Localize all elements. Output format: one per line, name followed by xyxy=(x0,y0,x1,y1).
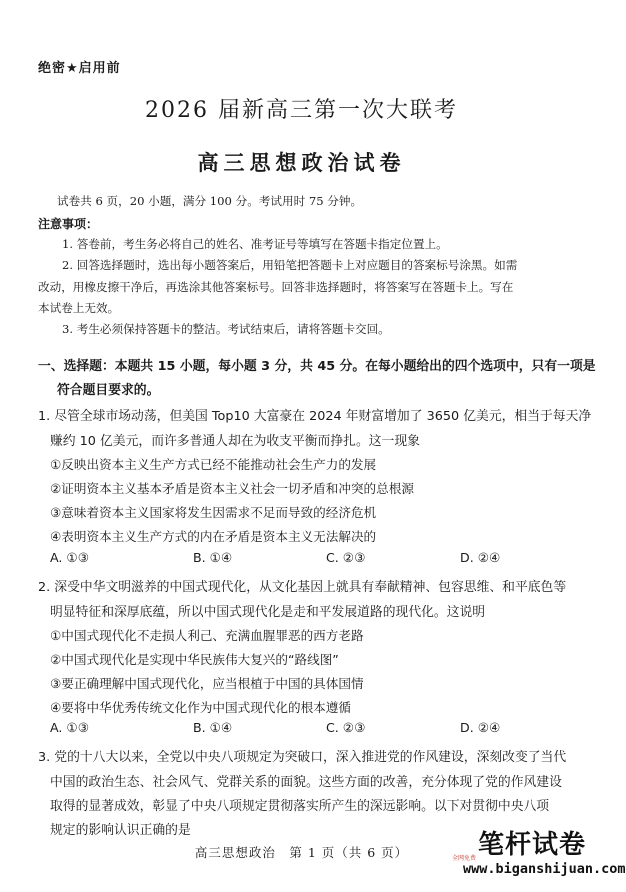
secret-mark: 绝密★启用前 xyxy=(38,61,121,76)
question-statement: ③要正确理解中国式现代化，应当根植于中国的具体国情 xyxy=(50,676,364,691)
question-stem: 赚约 10 亿美元，而许多普通人却在为收支平衡而挣扎。这一现象 xyxy=(50,434,420,449)
question-stem: 1. 尽管全球市场动荡，但美国 Top10 大富豪在 2024 年财富增加了 3650 亿美元，相当于每天净 xyxy=(38,409,592,424)
section-heading: 一、选择题：本题共 15 小题，每小题 3 分，共 45 分。在每小题给出的四个选项中，只有一项是 xyxy=(38,359,596,374)
paper-title: 高三思想政治试卷 xyxy=(197,150,406,175)
watermark-title: 笔杆试卷 xyxy=(478,830,587,860)
exam-title: 2026 届新高三第一次大联考 xyxy=(145,98,458,123)
answer-choice-b: B. ①④ xyxy=(193,550,233,565)
question-statement: ②证明资本主义基本矛盾是资本主义社会一切矛盾和冲突的总根源 xyxy=(50,481,414,496)
question-stem: 2. 深受中华文明滋养的中国式现代化，从文化基因上就具有奉献精神、包容思维、和平底色等 xyxy=(38,580,567,595)
note-line: 1. 答卷前，考生务必将自己的姓名、准考证号等填写在答题卡指定位置上。 xyxy=(62,237,448,251)
question-statement: ②中国式现代化是实现中华民族伟大复兴的“路线图” xyxy=(50,652,339,667)
answer-choice-b: B. ①④ xyxy=(193,720,233,735)
question-stem: 明显特征和深厚底蕴，所以中国式现代化是走和平发展道路的现代化。这说明 xyxy=(50,605,486,620)
question-statement: ①中国式现代化不走损人利己、充满血腥罪恶的西方老路 xyxy=(50,628,364,643)
section-heading-cont: 符合题目要求的。 xyxy=(57,383,160,398)
question-stem: 中国的政治生态、社会风气、党群关系的面貌。这些方面的改善，充分体现了党的作风建设 xyxy=(50,775,562,790)
question-statement: ③意味着资本主义国家将发生因需求不足而导致的经济危机 xyxy=(50,505,377,520)
question-stem: 规定的影响认识正确的是 xyxy=(50,823,191,838)
note-line: 3. 考生必须保持答题卡的整洁。考试结束后，请将答题卡交回。 xyxy=(62,322,390,336)
answer-choice-a: A. ①③ xyxy=(50,550,89,565)
note-line: 本试卷上无效。 xyxy=(38,301,120,315)
watermark-tag: 全网免费 xyxy=(452,855,477,862)
question-statement: ④表明资本主义生产方式的内在矛盾是资本主义无法解决的 xyxy=(50,529,377,544)
answer-choice-a: A. ①③ xyxy=(50,720,89,735)
question-stem: 取得的显著成效，彰显了中央八项规定贯彻落实所产生的深远影响。以下对贯彻中央八项 xyxy=(50,799,550,814)
page-footer: 高三思想政治 第 1 页（共 6 页） xyxy=(194,845,409,860)
question-statement: ④要将中华优秀传统文化作为中国式现代化的根本遵循 xyxy=(50,700,351,715)
watermark-url: www.biganshijuan.com xyxy=(463,861,626,877)
answer-choice-d: D. ②④ xyxy=(460,720,501,735)
question-statement: ①反映出资本主义生产方式已经不能推动社会生产力的发展 xyxy=(50,457,377,472)
question-stem: 3. 党的十八大以来，全党以中央八项规定为突破口，深入推进党的作风建设，深刻改变了当代 xyxy=(38,750,567,765)
answer-choice-d: D. ②④ xyxy=(460,550,501,565)
notes-heading: 注意事项： xyxy=(38,217,99,231)
answer-choice-c: C. ②③ xyxy=(326,720,366,735)
intro-line: 试卷共 6 页，20 小题，满分 100 分。考试用时 75 分钟。 xyxy=(57,194,363,208)
note-line: 改动，用橡皮擦干净后，再选涂其他答案标号。回答非选择题时，将答案写在答题卡上。写在 xyxy=(38,280,514,294)
note-line: 2. 回答选择题时，选出每小题答案后，用铅笔把答题卡上对应题目的答案标号涂黑。如需 xyxy=(62,258,518,272)
answer-choice-c: C. ②③ xyxy=(326,550,366,565)
